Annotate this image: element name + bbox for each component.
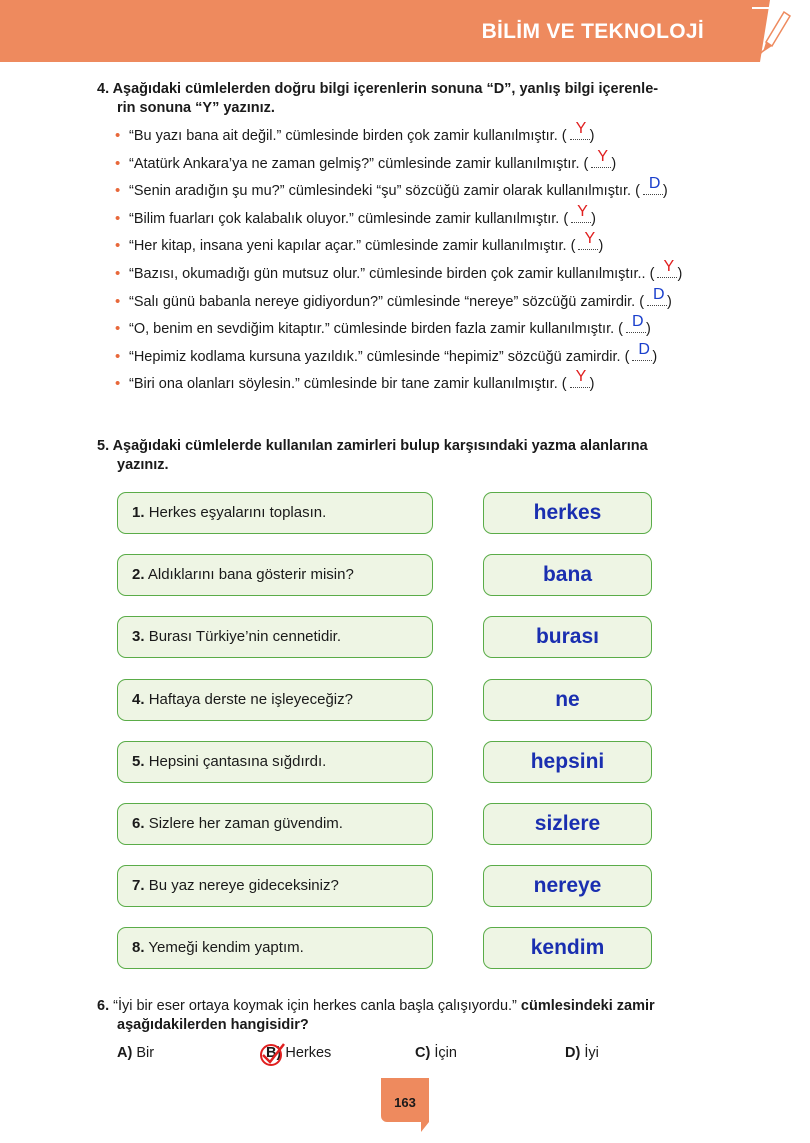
- bullet-icon: •: [115, 292, 121, 310]
- answer-box-5[interactable]: hepsini: [483, 741, 652, 783]
- answer-blank[interactable]: Y: [571, 209, 591, 229]
- question-6-quote: “İyi bir eser ortaya koymak için herkes canla başla çalışıyordu.”: [113, 998, 517, 1014]
- bullet-icon: •: [115, 375, 121, 393]
- answer-box-6[interactable]: sizlere: [483, 803, 652, 845]
- sentence-box-2: 2. Aldıklarını bana gösterir misin?: [117, 554, 433, 596]
- bullet-icon: •: [115, 347, 121, 365]
- sentence-box-7: 7. Bu yaz nereye gideceksiniz?: [117, 865, 433, 907]
- answer-box-7[interactable]: nereye: [483, 865, 652, 907]
- option-c[interactable]: C) İçin: [415, 1045, 457, 1061]
- bullet-icon: •: [115, 237, 121, 255]
- answer-blank[interactable]: Y: [570, 374, 590, 394]
- statement-item: • “Salı günü babanla nereye gidiyordun?” cümlesinde “nereye” sözcüğü zamirdir. ( D ): [115, 285, 672, 310]
- answer-box-3[interactable]: burası: [483, 616, 652, 658]
- question-6-title: 6. “İyi bir eser ortaya koymak için herkes canla başla çalışıyordu.” cümlesindeki zamir aşağıdakilerden hangisidir?: [97, 997, 729, 1035]
- sentence-box-8: 8. Yemeği kendim yaptım.: [117, 927, 433, 969]
- answer-box-8[interactable]: kendim: [483, 927, 652, 969]
- answer-box-1[interactable]: herkes: [483, 492, 652, 534]
- question-4-statements: [115, 120, 755, 402]
- statement-item: • “Bazısı, okumadığı gün mutsuz olur.” cümlesinde birden çok zamir kullanılmıştır.. ( Y ): [115, 257, 683, 282]
- question-4-line1: 4. Aşağıdaki cümlelerden doğru bilgi içerenlerin sonuna “D”, yanlış bilgi içerenle-: [97, 81, 659, 97]
- statement-item: • “Atatürk Ankara’ya ne zaman gelmiş?” cümlesinde zamir kullanılmıştır. ( Y ): [115, 147, 617, 172]
- answer-blank[interactable]: D: [632, 347, 652, 367]
- question-6-line2: aşağıdakilerden hangisidir?: [117, 1017, 309, 1033]
- question-4-title: [97, 80, 729, 118]
- answer-blank[interactable]: Y: [570, 126, 590, 146]
- answer-blank[interactable]: Y: [657, 264, 677, 284]
- answer-blank[interactable]: D: [643, 181, 663, 201]
- sentence-box-6: 6. Sizlere her zaman güvendim.: [117, 803, 433, 845]
- option-b[interactable]: B) Herkes: [266, 1045, 332, 1061]
- statement-item: • “Bilim fuarları çok kalabalık oluyor.” cümlesinde zamir kullanılmıştır. ( Y ): [115, 202, 597, 227]
- bullet-icon: •: [115, 320, 121, 338]
- answer-blank[interactable]: D: [647, 292, 667, 312]
- question-6-rest: cümlesindeki zamir: [520, 998, 655, 1014]
- statement-item: • “Senin aradığın şu mu?” cümlesindeki “şu” sözcüğü zamir olarak kullanılmıştır. ( D ): [115, 175, 668, 200]
- sentence-box-3: 3. Burası Türkiye’nin cennetidir.: [117, 616, 433, 658]
- statement-item: • “Hepimiz kodlama kursuna yazıldık.” cümlesinde “hepimiz” sözcüğü zamirdir. ( D ): [115, 340, 658, 365]
- bullet-icon: •: [115, 209, 121, 227]
- answer-box-2[interactable]: bana: [483, 554, 652, 596]
- statement-item: • “Biri ona olanları söylesin.” cümlesinde bir tane zamir kullanılmıştır. ( Y ): [115, 368, 595, 393]
- bullet-icon: •: [115, 264, 121, 282]
- option-d[interactable]: D) İyi: [565, 1045, 599, 1061]
- statement-item: • “Her kitap, insana yeni kapılar açar.” cümlesinde zamir kullanılmıştır. ( Y ): [115, 230, 604, 255]
- check-mark-icon: [258, 1040, 286, 1068]
- page-number: 163: [394, 1095, 416, 1110]
- question-5-title: [97, 437, 729, 475]
- option-a[interactable]: A) Bir: [117, 1045, 155, 1061]
- statement-item: • “Bu yazı bana ait değil.” cümlesinde birden çok zamir kullanılmıştır. ( Y ): [115, 120, 595, 144]
- answer-blank[interactable]: D: [626, 319, 646, 339]
- section-title: BİLİM VE TEKNOLOJİ: [481, 20, 704, 43]
- sentence-box-1: 1. Herkes eşyalarını toplasın.: [117, 492, 433, 534]
- sentence-box-5: 5. Hepsini çantasına sığdırdı.: [117, 741, 433, 783]
- bullet-icon: •: [115, 154, 121, 172]
- question-4-line2: rin sonuna “Y” yazınız.: [117, 100, 275, 116]
- question-5-line2: yazınız.: [117, 457, 169, 473]
- sentence-box-4: 4. Haftaya derste ne işleyeceğiz?: [117, 679, 433, 721]
- bullet-icon: •: [115, 182, 121, 200]
- pen-icon: [744, 2, 806, 66]
- question-5-line1: 5. Aşağıdaki cümlelerde kullanılan zamirleri bulup karşısındaki yazma alanlarına: [97, 438, 648, 454]
- answer-blank[interactable]: Y: [578, 236, 598, 256]
- statement-item: • “O, benim en sevdiğim kitaptır.” cümlesinde birden fazla zamir kullanılmıştır. ( D ): [115, 313, 651, 338]
- bullet-icon: •: [115, 127, 121, 144]
- answer-box-4[interactable]: ne: [483, 679, 652, 721]
- answer-blank[interactable]: Y: [591, 154, 611, 174]
